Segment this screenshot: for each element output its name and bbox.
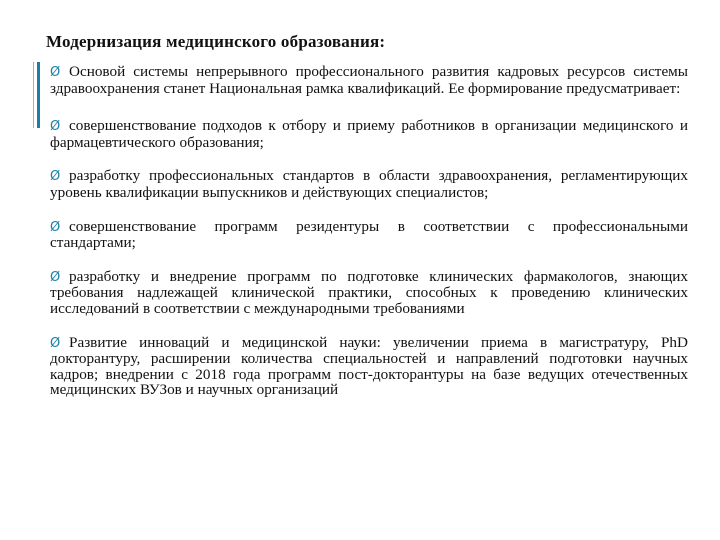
list-item: [50, 118, 688, 150]
list-item: [50, 219, 688, 251]
accent-line-thin: [33, 62, 34, 128]
list-item: [50, 168, 688, 200]
list-item: [50, 269, 688, 317]
list-item-text: разработку и внедрение программ по подготовке клинических фармакологов, знающих требования надлежащей клинической практики, способных к проведению клинических исследований в соответствии с международными требованиями: [50, 267, 688, 317]
accent-line: [37, 62, 40, 128]
list-item: [50, 64, 688, 96]
list-item: [50, 335, 688, 398]
list-item-text: совершенствование программ резидентуры в соответствии с профессиональными стандартами;: [50, 217, 688, 252]
list-item-text: Основой системы непрерывного профессионального развития кадровых ресурсов системы здравоохранения станет Национальная рамка квалификаций. Ее формирование предусматривает:: [50, 63, 688, 97]
bullet-list: [50, 64, 688, 416]
arrow-bullet-icon: Ø: [50, 335, 61, 351]
list-item-text: разработку профессиональных стандартов в области здравоохранения, регламентирующих уровень квалификации выпускников и действующих специалистов;: [50, 167, 688, 201]
list-item-text: совершенствование подходов к отбору и приему работников в организации медицинского и фармацевтического образования;: [50, 117, 688, 151]
arrow-bullet-icon: Ø: [50, 169, 61, 185]
arrow-bullet-icon: Ø: [50, 119, 61, 135]
arrow-bullet-icon: Ø: [50, 219, 61, 235]
list-item-text: Развитие инноваций и медицинской науки: увеличении приема в магистратуру, PhD докторантуру, расширении количества специальностей и направлений подготовки научных кадров; внедрении с 2018 года программ пост-докторантуры на базе ведущих отечественных медицинских ВУЗов и научных организаций: [50, 333, 688, 399]
arrow-bullet-icon: Ø: [50, 269, 61, 285]
slide-title: Модернизация медицинского образования:: [46, 32, 386, 51]
arrow-bullet-icon: Ø: [50, 65, 61, 80]
